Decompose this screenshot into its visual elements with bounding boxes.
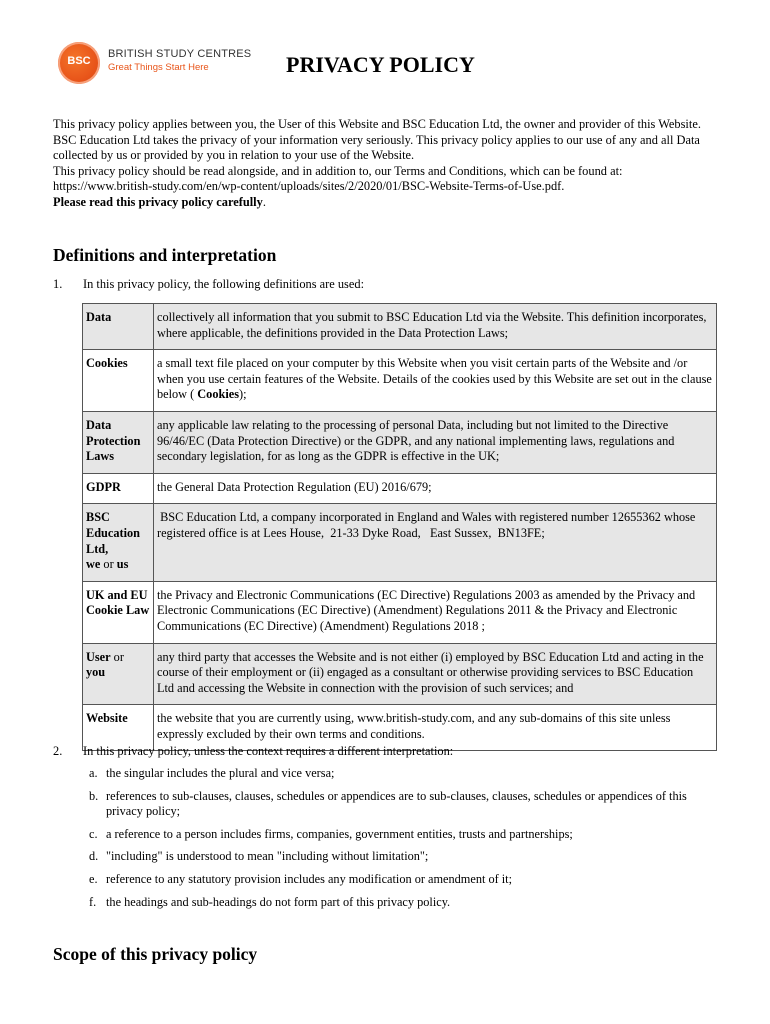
read-carefully-note: Please read this privacy policy carefully <box>53 194 263 209</box>
list-item-text: reference to any statutory provision includes any modification or amendment of it; <box>106 871 513 886</box>
numbered-item <box>53 744 453 759</box>
term-part: BSC Education Ltd, <box>86 510 140 556</box>
logo-mark-text: BSC <box>67 55 91 67</box>
definition-term: UK and EU Cookie Law <box>83 581 154 643</box>
definition-text: the Privacy and Electronic Communications (EC Directive) Regulations 2003 as amended by the Privacy and Electronic Communications (EC Directive) (Amendment) Regulations 2011 & the Privacy and Electronic Communications (EC Directive) (Amendment) Regulations 2018 ; <box>154 581 717 643</box>
intro-text <box>53 117 718 211</box>
list-item-text: references to sub-clauses, clauses, schedules or appendices are to sub-clauses, clauses, schedules or appendices of this privacy policy; <box>106 788 687 819</box>
item-number: 2. <box>53 744 63 758</box>
page-title: PRIVACY POLICY <box>286 52 475 77</box>
list-item <box>84 895 716 911</box>
definition-text-part: ); <box>238 387 247 402</box>
list-item <box>84 872 716 888</box>
list-item <box>84 766 716 782</box>
definition-text: any third party that accesses the Website and is not either (i) employed by BSC Education Ltd and acting in the course of their employment or (ii) engaged as a consultant or otherwise providing services to BSC Education Ltd and accessing the Website in connection with the provision of such services; and <box>154 643 717 705</box>
list-marker: d. <box>89 849 99 864</box>
list-item <box>84 827 716 843</box>
table-row <box>83 473 717 504</box>
list-item <box>84 849 716 865</box>
item-text: In this privacy policy, unless the context requires a different interpretation: <box>83 744 454 758</box>
term-part: us <box>116 557 129 572</box>
intro-paragraph <box>53 195 718 211</box>
definition-text: the General Data Protection Regulation (EU) 2016/679; <box>154 473 717 504</box>
definition-text-part: a small text file placed on your computer by this Website when you visit certain parts of the Website and /or when you use certain features of the Website. Details of the cookies used by this Website are set out in the clause below ( <box>157 356 712 402</box>
list-item <box>84 789 716 820</box>
term-connector: or <box>110 649 127 664</box>
interpretation-list <box>84 766 716 917</box>
logo-tagline: Great Things Start Here <box>108 62 209 73</box>
list-marker: b. <box>89 788 99 803</box>
section-heading-definitions: Definitions and interpretation <box>53 245 277 265</box>
definition-ref: Cookies <box>197 387 239 402</box>
definition-term: Data <box>83 304 154 350</box>
list-item-text: "including" is understood to mean "including without limitation"; <box>106 849 429 864</box>
definition-text: collectively all information that you submit to BSC Education Ltd via the Website. This definition incorporates, where applicable, the definitions provided in the Data Protection Laws; <box>154 304 717 350</box>
intro-paragraph: This privacy policy should be read alongside, and in addition to, our Terms and Conditions, which can be found at: https://www.british-study.com/en/wp-content/uploads/sites/2/2020/01/BSC-Website-Terms-of-Use.pdf. <box>53 163 623 194</box>
term-part: we <box>86 557 101 572</box>
definition-text <box>154 350 717 412</box>
table-row <box>83 304 717 350</box>
definition-term: Data Protection Laws <box>83 411 154 473</box>
list-item-text: the headings and sub-headings do not form part of this privacy policy. <box>106 894 451 909</box>
definitions-table <box>82 303 717 751</box>
definition-term <box>83 643 154 705</box>
list-marker: e. <box>89 871 98 886</box>
numbered-item <box>53 277 364 292</box>
definition-term: Website <box>83 705 154 751</box>
list-item-text: a reference to a person includes firms, companies, government entities, trusts and partnerships; <box>106 826 573 841</box>
definition-term <box>83 504 154 581</box>
term-part: you <box>86 665 106 680</box>
definition-text: BSC Education Ltd, a company incorporated in England and Wales with registered number 12655362 whose registered office is at Lees House, 21-33 Dyke Road, East Sussex, BN13FE; <box>154 504 717 581</box>
term-part: User <box>86 649 111 664</box>
section-heading-scope: Scope of this privacy policy <box>53 944 258 964</box>
list-item-text: the singular includes the plural and vice versa; <box>106 766 335 780</box>
definition-term: Cookies <box>83 350 154 412</box>
definition-text: the website that you are currently using, www.british-study.com, and any sub-domains of this site unless expressly excluded by their own terms and conditions. <box>154 705 717 751</box>
punctuation: . <box>262 194 266 209</box>
intro-paragraph: This privacy policy applies between you, the User of this Website and BSC Education Ltd, the owner and provider of this Website. BSC Education Ltd takes the privacy of your information very seriously. This privacy policy applies to our use of any and all Data collected by us or provided by you in relation to your use of the Website. <box>53 117 701 163</box>
table-row <box>83 581 717 643</box>
table-row <box>83 643 717 705</box>
logo-name: BRITISH STUDY CENTRES <box>108 48 252 60</box>
bsc-logo <box>56 40 256 86</box>
list-marker: c. <box>89 826 98 841</box>
table-row <box>83 411 717 473</box>
definition-term: GDPR <box>83 473 154 504</box>
definition-text: any applicable law relating to the processing of personal Data, including but not limited to the Directive 96/46/EC (Data Protection Directive) or the GDPR, and any national implementing laws, regulations and secondary legislation, for as long as the GDPR is effective in the UK; <box>154 411 717 473</box>
list-marker: f. <box>89 894 97 909</box>
table-row <box>83 350 717 412</box>
item-number: 1. <box>53 277 63 291</box>
term-connector: or <box>100 557 117 572</box>
logo-mark <box>58 42 100 84</box>
table-row <box>83 504 717 581</box>
item-text: In this privacy policy, the following definitions are used: <box>83 277 365 291</box>
list-marker: a. <box>89 766 98 780</box>
